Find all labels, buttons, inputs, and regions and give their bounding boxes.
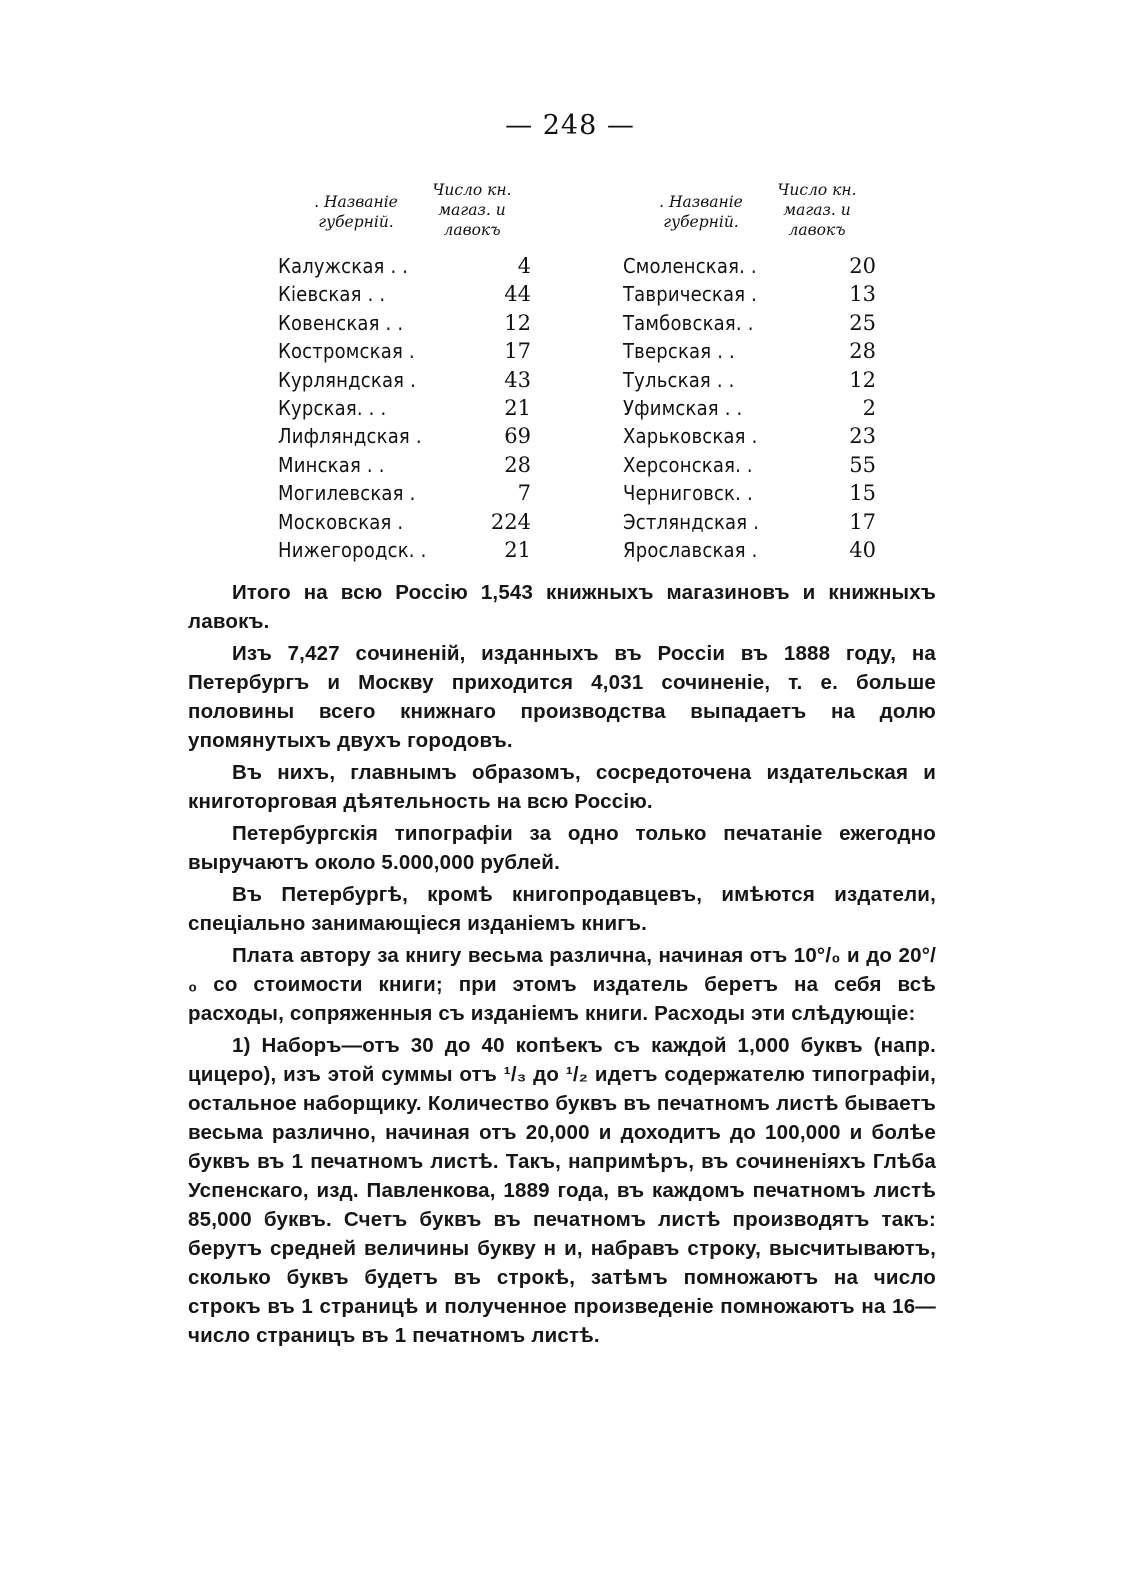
shop-count: 2 xyxy=(862,395,876,420)
province-name: Тамбовская. . xyxy=(623,310,754,335)
shop-count: 28 xyxy=(504,452,531,477)
province-name: Нижегородск. . xyxy=(278,537,427,562)
table-row xyxy=(621,422,906,450)
table-row xyxy=(621,366,906,394)
province-name: Костромская . xyxy=(278,339,415,364)
province-name: Кіевская . . xyxy=(278,282,386,307)
shop-count: 25 xyxy=(849,310,876,335)
province-name: Черниговск. . xyxy=(623,481,753,506)
table-row xyxy=(621,508,906,536)
table-row xyxy=(276,479,561,507)
table-row xyxy=(621,451,906,479)
table-row xyxy=(276,309,561,337)
province-name: Уфимская . . xyxy=(623,395,743,420)
paragraph-total: Итого на всю Россію 1,543 книжныхъ магазиновъ и книжныхъ лавокъ. xyxy=(188,581,936,633)
province-name: Калужская . . xyxy=(278,254,409,278)
province-name: Могилевская . xyxy=(278,481,416,506)
table-row xyxy=(276,252,561,280)
table-row xyxy=(276,394,561,422)
shop-count: 28 xyxy=(849,339,876,364)
table-row xyxy=(276,451,561,479)
shop-count: 12 xyxy=(504,310,531,335)
table-row xyxy=(276,536,561,564)
table-row xyxy=(276,337,561,365)
province-name: Московская . xyxy=(278,509,404,534)
page-number: — 248 — xyxy=(505,110,635,141)
paragraph-publishing: Въ нихъ, главнымъ образомъ, сосредоточена издательская и книготорговая дѣятельность на всю Россію. xyxy=(188,761,936,813)
province-name: Смоленская. . xyxy=(623,254,757,278)
shop-count: 4 xyxy=(517,254,531,278)
paragraph-printing-revenue: Петербургскія типографіи за одно только печатаніе ежегодно выручаютъ около 5.000,000 рублей. xyxy=(188,822,936,874)
province-name: Харьковская . xyxy=(623,424,758,449)
paragraph-typesetting: 1) Наборъ—отъ 30 до 40 копѣекъ съ каждой 1,000 буквъ (напр. цицеро), изъ этой суммы отъ ¹/₃ до ¹/₂ идетъ содержателю типографіи, остальное наборщику. Количество буквъ въ печатномъ листѣ бываетъ весьма различно, начиная отъ 20,000 и доходитъ до 100,000 и болѣе буквъ въ 1 печатномъ листѣ. Такъ, напримѣръ, въ сочиненіяхъ Глѣба Успенскаго, изд. Павленкова, 1889 года, въ каждомъ печатномъ листѣ 85,000 буквъ. Счетъ буквъ въ печатномъ листѣ производятъ такъ: берутъ средней величины букву н и, набравъ строку, высчитываютъ, сколько буквъ будетъ въ строкѣ, затѣмъ помножаютъ на число строкъ въ 1 страницѣ и полученное произведеніе помножаютъ на 16—число страницъ въ 1 печатномъ листѣ. xyxy=(188,1034,936,1347)
table-row xyxy=(276,508,561,536)
province-name: Курская. . . xyxy=(278,395,387,420)
table-column-left xyxy=(276,176,561,564)
province-name: Тверская . . xyxy=(623,339,735,364)
province-name: Минская . . xyxy=(278,452,385,477)
shop-count: 13 xyxy=(849,282,876,307)
province-name: Ковенская . . xyxy=(278,310,404,335)
shop-count: 12 xyxy=(849,367,876,392)
shop-count: 55 xyxy=(849,452,876,477)
body-text xyxy=(188,578,936,1353)
header-province-name: . Названіе губерній. xyxy=(314,193,398,231)
table-header xyxy=(276,176,561,252)
province-name: Херсонская. . xyxy=(623,452,753,477)
shop-count: 69 xyxy=(504,424,531,449)
shop-count: 43 xyxy=(504,367,531,392)
shop-count: 17 xyxy=(504,339,531,364)
table-row xyxy=(621,337,906,365)
header-province-name: . Названіе губерній. xyxy=(659,193,743,231)
shop-count: 7 xyxy=(517,481,531,506)
table-row xyxy=(621,479,906,507)
provinces-table xyxy=(276,176,876,576)
table-row xyxy=(621,280,906,308)
table-row xyxy=(276,366,561,394)
paragraph-works-count: Изъ 7,427 сочиненій, изданныхъ въ Россіи въ 1888 году, на Петербургъ и Москву приходится 4,031 сочиненіе, т. е. больше половины всего книжнаго производства выпадаетъ на долю упомянутыхъ двухъ городовъ. xyxy=(188,642,936,752)
table-row xyxy=(276,422,561,450)
shop-count: 40 xyxy=(849,537,876,562)
province-name: Таврическая . xyxy=(623,282,758,307)
shop-count: 21 xyxy=(504,537,531,562)
shop-count: 44 xyxy=(504,282,531,307)
shop-count: 15 xyxy=(849,481,876,506)
province-name: Лифляндская . xyxy=(278,424,422,449)
shop-count: 21 xyxy=(504,395,531,420)
shop-count: 17 xyxy=(849,509,876,534)
province-name: Курляндская . xyxy=(278,367,417,392)
table-header xyxy=(621,176,906,252)
paragraph-publishers: Въ Петербургѣ, кромѣ книгопродавцевъ, имѣются издатели, спеціально занимающіеся изданіемъ книгъ. xyxy=(188,883,936,935)
table-row xyxy=(276,280,561,308)
shop-count: 20 xyxy=(849,254,876,278)
province-name: Ярославская . xyxy=(623,537,758,562)
table-row xyxy=(621,394,906,422)
table-row xyxy=(621,309,906,337)
shop-count: 23 xyxy=(849,424,876,449)
table-row xyxy=(621,536,906,564)
table-row xyxy=(621,252,906,280)
province-name: Тульская . . xyxy=(623,367,735,392)
paragraph-author-fee: Плата автору за книгу весьма различна, начиная отъ 10°/₀ и до 20°/₀ со стоимости книги; при этомъ издатель беретъ на себя всѣ расходы, сопряженныя съ изданіемъ книги. Расходы эти слѣдующіе: xyxy=(188,944,936,1025)
table-column-right xyxy=(621,176,906,564)
province-name: Эстляндская . xyxy=(623,509,760,534)
shop-count: 224 xyxy=(490,509,531,534)
header-shop-count: Число кн. магаз. и лавокъ xyxy=(777,181,857,239)
header-shop-count: Число кн. магаз. и лавокъ xyxy=(432,181,512,239)
